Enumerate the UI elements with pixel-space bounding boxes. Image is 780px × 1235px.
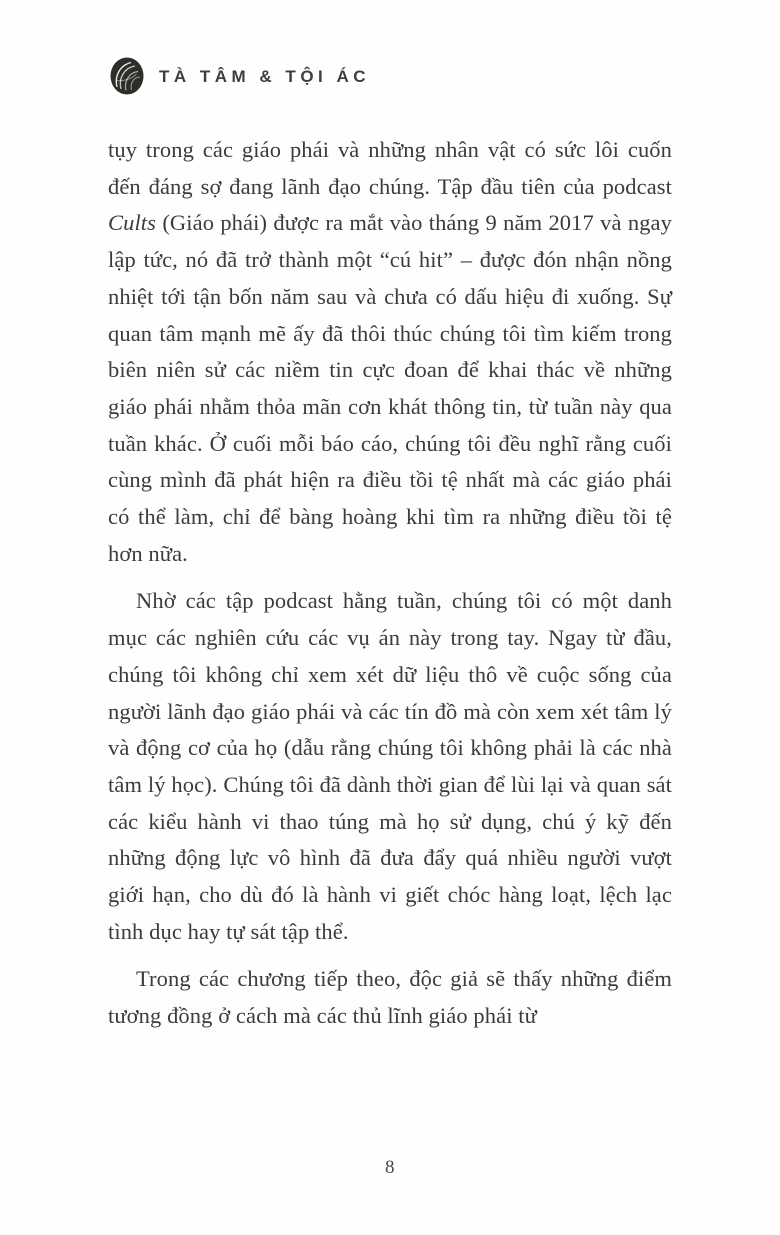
- page-body: [108, 132, 672, 1035]
- paragraph-1: [108, 132, 672, 572]
- page-footer: [0, 1157, 780, 1179]
- podcast-title-italic: Cults: [108, 210, 157, 236]
- paragraph-3: Trong các chương tiếp theo, độc giả sẽ thấy những điểm tương đồng ở cách mà các thủ lĩnh giáo phái từ: [108, 966, 672, 1029]
- page-header: [108, 56, 672, 96]
- fingerprint-stamp-icon: [108, 56, 146, 96]
- running-head-title: TÀ TÂM & TỘI ÁC: [159, 67, 371, 86]
- paragraph-2: Nhờ các tập podcast hằng tuần, chúng tôi có một danh mục các nghiên cứu các vụ án này trong tay. Ngay từ đầu, chúng tôi không chỉ xem xét dữ liệu thô về cuộc sống của người lãnh đạo giáo phái và các tín đồ mà còn xem xét tâm lý và động cơ của họ (dẫu rằng chúng tôi không phải là các nhà tâm lý học). Chúng tôi đã dành thời gian để lùi lại và quan sát các kiểu hành vi thao túng mà họ sử dụng, chú ý kỹ đến những động lực vô hình đã đưa đẩy quá nhiều người vượt giới hạn, cho dù đó là hành vi giết chóc hàng loạt, lệch lạc tình dục hay tự sát tập thể.: [108, 588, 672, 944]
- page-number: 8: [385, 1157, 395, 1178]
- paragraph-1-text-pre: tụy trong các giáo phái và những nhân vật có sức lôi cuốn đến đáng sợ đang lãnh đạo chúng. Tập đầu tiên của podcast: [108, 137, 672, 199]
- paragraph-1-text-post: (Giáo phái) được ra mắt vào tháng 9 năm 2017 và ngay lập tức, nó đã trở thành một “cú hit” – được đón nhận nồng nhiệt tới tận bốn năm sau và chưa có dấu hiệu đi xuống. Sự quan tâm mạnh mẽ ấy đã thôi thúc chúng tôi tìm kiếm trong biên niên sử các niềm tin cực đoan để khai thác về những giáo phái nhằm thỏa mãn cơn khát thông tin, từ tuần này qua tuần khác. Ở cuối mỗi báo cáo, chúng tôi đều nghĩ rằng cuối cùng mình đã phát hiện ra điều tồi tệ nhất mà các giáo phái có thể làm, chỉ để bàng hoàng khi tìm ra những điều tồi tệ hơn nữa.: [108, 210, 672, 566]
